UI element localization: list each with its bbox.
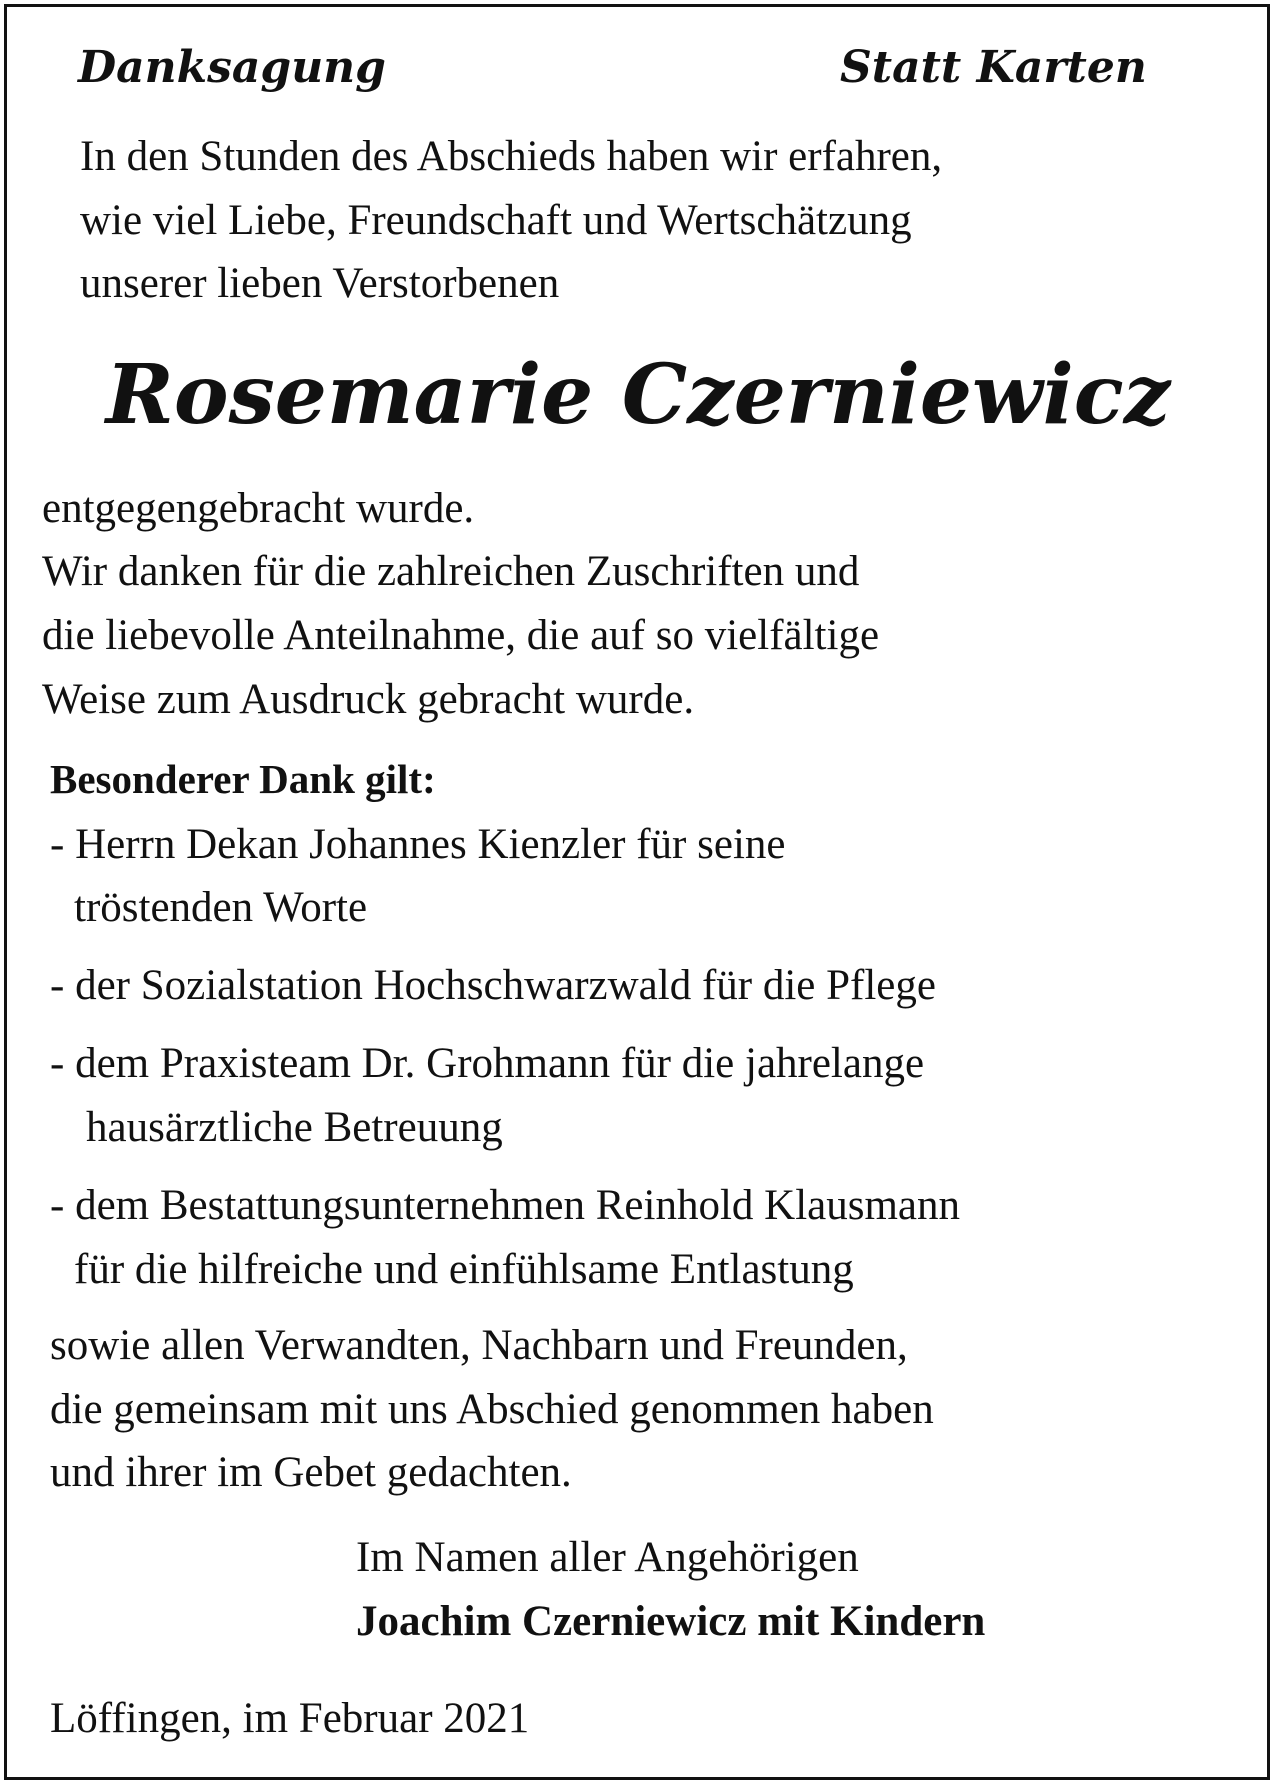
- intro-line-1: In den Stunden des Abschieds haben wir erfahren,: [80, 133, 943, 180]
- thanks-item-4-line-1: - dem Bestattungsunternehmen Reinhold Klausmann: [50, 1182, 960, 1229]
- header-title-right: Statt Karten: [840, 42, 1147, 93]
- body-line-1: entgegengebracht wurde.: [42, 485, 475, 532]
- body-line-3: die liebevolle Anteilnahme, die auf so vielfältige: [42, 612, 880, 659]
- thanks-item-1-line-1: - Herrn Dekan Johannes Kienzler für seine: [50, 821, 786, 868]
- deceased-name: Rosemarie Czerniewicz: [105, 347, 1171, 443]
- place-date: Löffingen, im Februar 2021: [50, 1695, 530, 1742]
- signature-line-1: Im Namen aller Angehörigen: [356, 1534, 859, 1581]
- intro-line-3: unserer lieben Verstorbenen: [80, 260, 560, 307]
- thanks-item-3-line-1: - dem Praxisteam Dr. Grohmann für die jahrelange: [50, 1040, 925, 1087]
- closing-line-2: die gemeinsam mit uns Abschied genommen haben: [50, 1386, 934, 1433]
- thanks-item-3-line-2: hausärztliche Betreuung: [86, 1104, 503, 1151]
- thanks-heading: Besonderer Dank gilt:: [50, 756, 436, 802]
- body-line-4: Weise zum Ausdruck gebracht wurde.: [42, 676, 695, 723]
- intro-line-2: wie viel Liebe, Freundschaft und Wertschätzung: [80, 197, 912, 244]
- body-line-2: Wir danken für die zahlreichen Zuschriften und: [42, 548, 860, 595]
- signature-name: Joachim Czerniewicz mit Kindern: [356, 1598, 986, 1645]
- thanks-item-2-line-1: - der Sozialstation Hochschwarzwald für die Pflege: [50, 962, 936, 1009]
- closing-line-1: sowie allen Verwandten, Nachbarn und Freunden,: [50, 1322, 908, 1369]
- closing-line-3: und ihrer im Gebet gedachten.: [50, 1449, 572, 1496]
- thanks-item-1-line-2: tröstenden Worte: [74, 884, 368, 931]
- header-title-left: Danksagung: [78, 42, 386, 93]
- thanks-item-4-line-2: für die hilfreiche und einfühlsame Entlastung: [74, 1246, 854, 1293]
